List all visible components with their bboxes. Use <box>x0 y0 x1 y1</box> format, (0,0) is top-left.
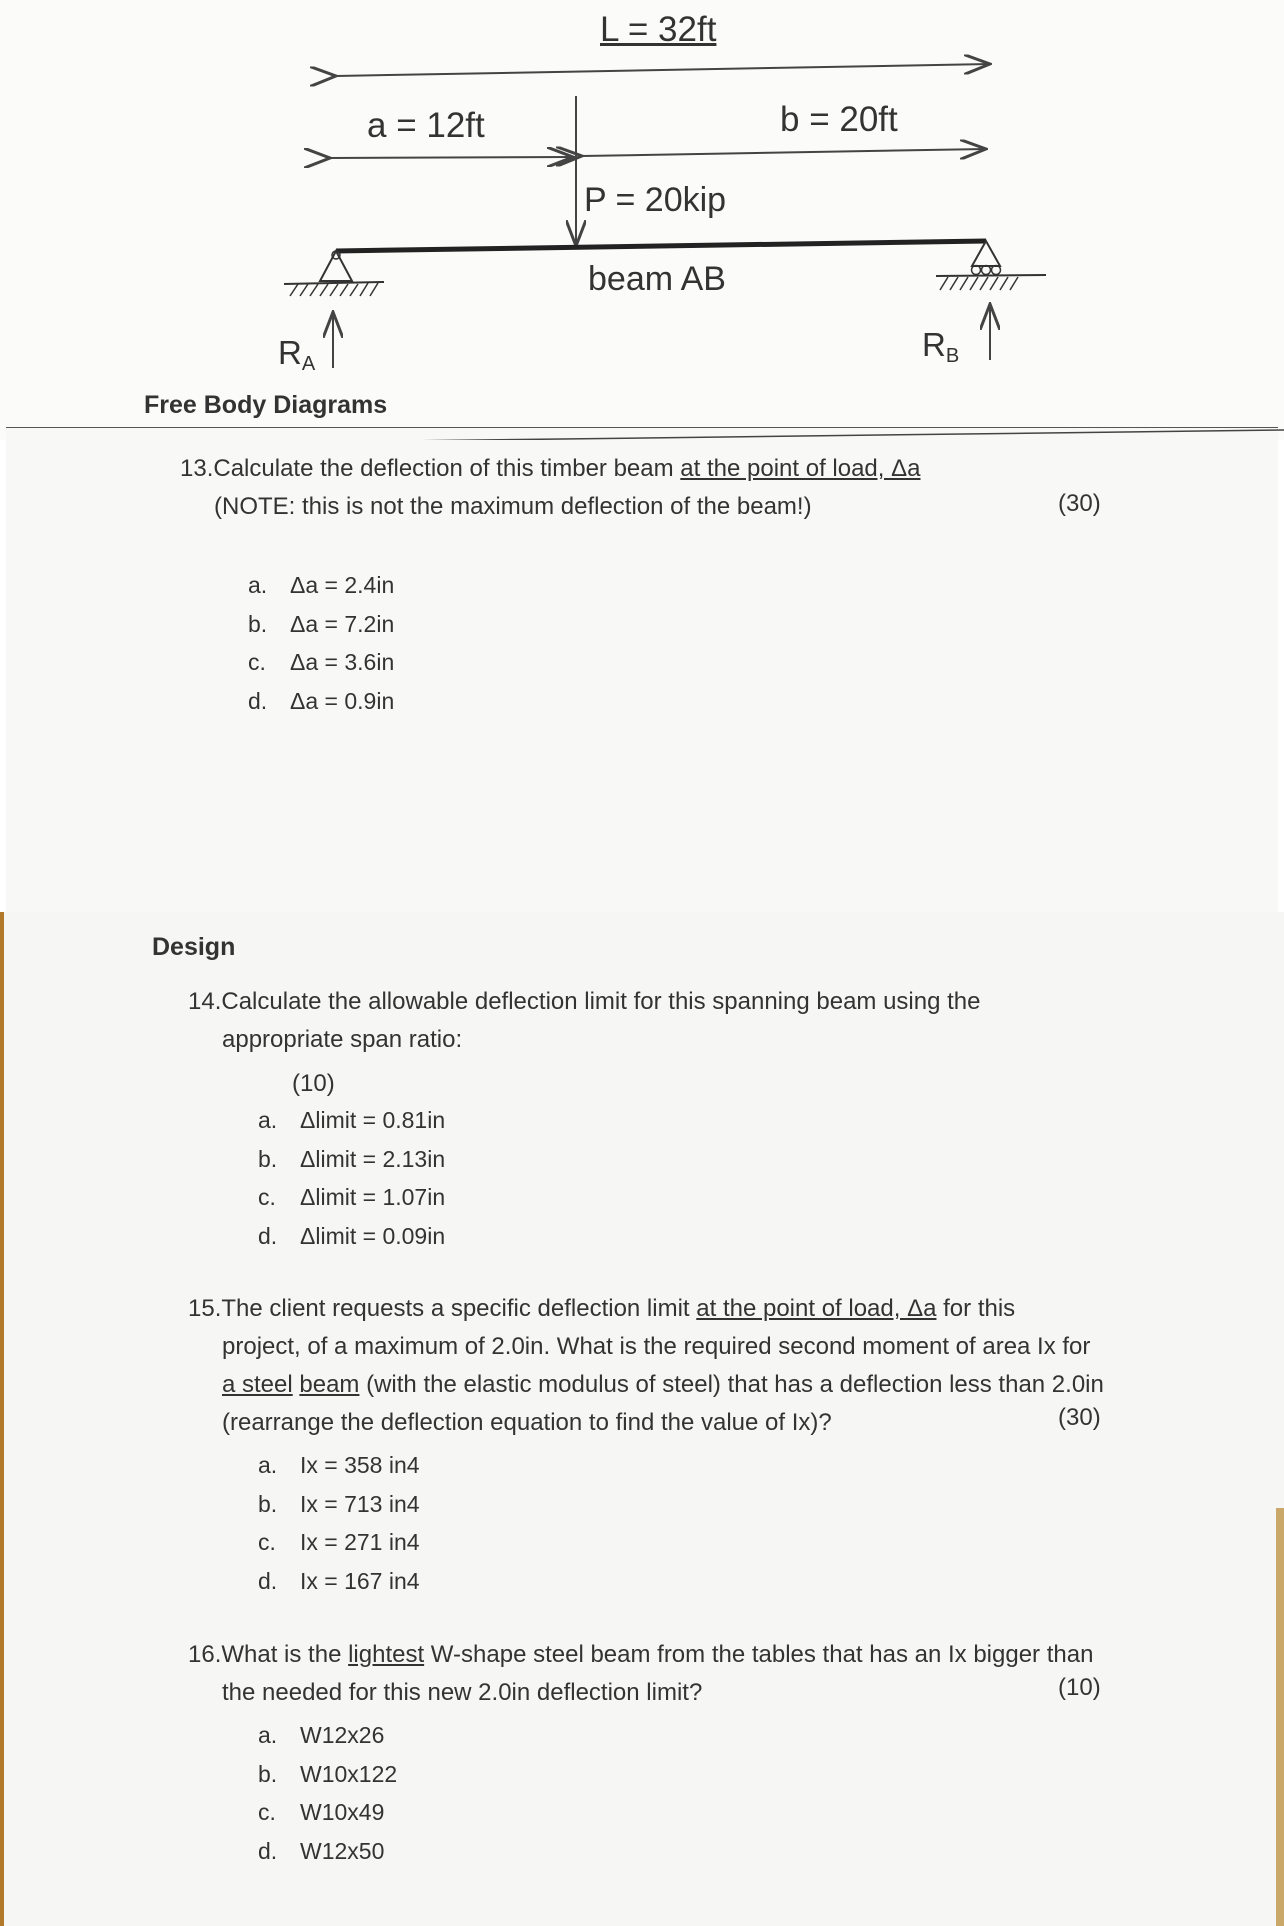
option-a[interactable]: a. Ix = 358 in4 <box>258 1452 420 1478</box>
question-14-options <box>258 1101 445 1256</box>
option-c[interactable]: c. Δlimit = 1.07in <box>258 1184 446 1211</box>
option-d[interactable]: d. Δa = 0.9in <box>248 688 395 715</box>
option-b[interactable]: b. Δa = 7.2in <box>248 610 395 637</box>
question-14-points: (10) <box>292 1070 335 1097</box>
reaction-b-label: $R_B$ <box>922 326 960 367</box>
question-15: 15.The client requests a specific deflection limit at the point of load, Δa for this project, of a maximum of 2.0in. What is the required second moment of area Ix for a steel beam (with the elastic modulus of steel) that has a deflection less than 2.0in (rearrange the deflection equation to find the value of Ix)? <box>188 1295 1104 1436</box>
option-c[interactable]: c. Δa = 3.6in <box>248 649 395 676</box>
question-13-points: (30) <box>1058 490 1101 517</box>
b-dimension-line <box>582 149 986 156</box>
option-c[interactable]: c. Ix = 271 in4 <box>258 1529 420 1556</box>
b-length-label: b = 20ft <box>780 100 898 139</box>
option-b[interactable]: b. Δlimit = 2.13in <box>258 1145 446 1172</box>
option-b[interactable]: b. W10x122 <box>258 1760 398 1787</box>
total-length-label: L = 32ft <box>600 10 717 49</box>
load-label: P = 20kip <box>584 181 727 219</box>
question-13-options <box>248 566 394 721</box>
option-a[interactable]: a. W12x26 <box>258 1722 385 1748</box>
roller-support-b <box>972 241 1000 266</box>
question-16-points: (10) <box>1058 1674 1101 1701</box>
option-a[interactable]: a. Δlimit = 0.81in <box>258 1107 446 1133</box>
a-dimension-line <box>330 157 573 158</box>
binder-edge-left <box>0 912 4 1926</box>
question-15-points: (30) <box>1058 1404 1101 1431</box>
binder-edge-right <box>1276 1508 1284 1926</box>
question-15-options <box>258 1446 420 1601</box>
option-b[interactable]: b. Ix = 713 in4 <box>258 1490 420 1517</box>
question-13: 13.Calculate the deflection of this timber beam at the point of load, Δa (NOTE: this is not the maximum deflection of the beam!) <box>180 455 921 520</box>
option-d[interactable]: d. Δlimit = 0.09in <box>258 1223 446 1250</box>
reaction-a-label: $R_A$ <box>278 334 316 375</box>
question-14: 14.Calculate the allowable deflection limit for this spanning beam using the appropriate span ratio: <box>188 988 981 1053</box>
length-dimension-line <box>336 64 990 76</box>
option-d[interactable]: d. W12x50 <box>258 1838 385 1865</box>
beam-label: beam AB <box>588 260 726 298</box>
free-body-diagram <box>0 0 1284 440</box>
option-a[interactable]: a. Δa = 2.4in <box>248 572 395 598</box>
option-d[interactable]: d. Ix = 167 in4 <box>258 1568 420 1595</box>
question-16: 16.What is the lightest W-shape steel beam from the tables that has an Ix bigger than the needed for this new 2.0in deflection limit? <box>188 1641 1094 1706</box>
a-length-label: a = 12ft <box>367 106 485 145</box>
beam-line <box>336 241 986 251</box>
diagram-caption: Free Body Diagrams <box>144 391 388 419</box>
question-16-options <box>258 1716 397 1871</box>
pin-support-a <box>320 251 352 281</box>
option-c[interactable]: c. W10x49 <box>258 1799 385 1826</box>
section-title: Design <box>152 933 236 961</box>
